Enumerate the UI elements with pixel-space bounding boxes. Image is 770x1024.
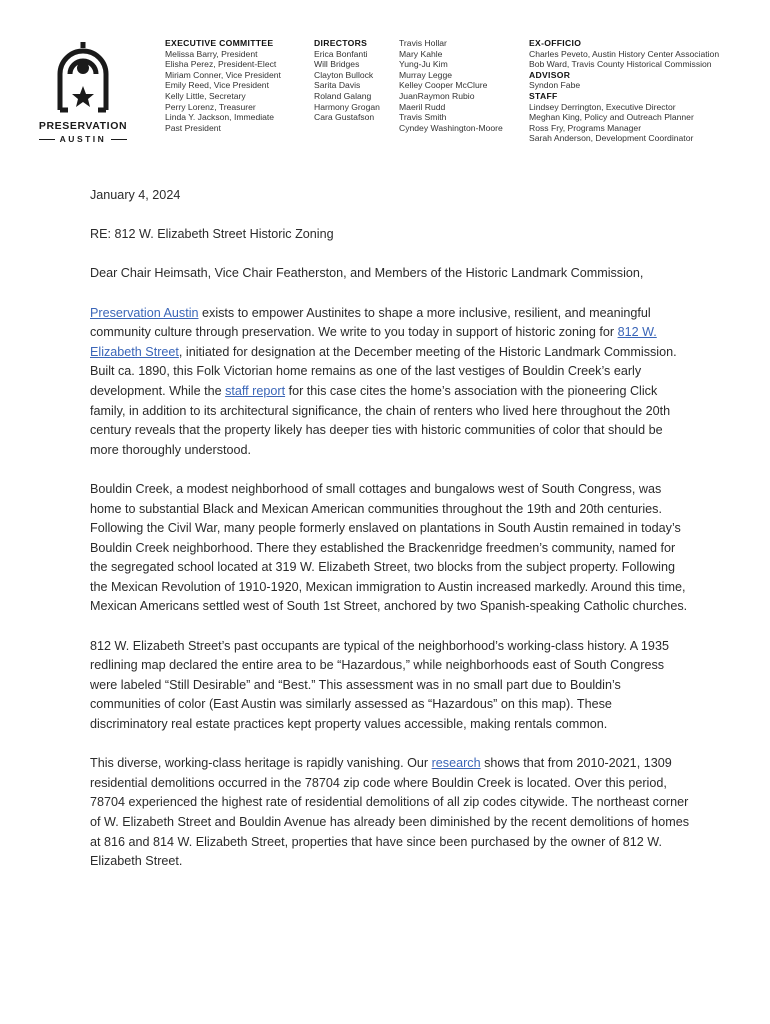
staff-member: Sarah Anderson, Development Coordinator xyxy=(529,133,694,144)
committee-member: Perry Lorenz, Treasurer xyxy=(165,101,256,112)
letter-salutation: Dear Chair Heimsath, Vice Chair Featherston, and Members of the Historic Landmark Commission, xyxy=(90,266,644,281)
letter-date: January 4, 2024 xyxy=(90,188,181,202)
staff-member: Ross Fry, Programs Manager xyxy=(529,122,642,133)
directors-column-2 xyxy=(399,38,503,133)
letter-body xyxy=(90,186,690,891)
paragraph-text: , initiated for designation at the December meeting of the Historic Landmark Commission. Built ca. 1890, this Folk Victorian home remains as one of the last vestiges of Bouldin Creek’s early development. While the xyxy=(90,344,677,398)
director: Yung-Ju Kim xyxy=(399,59,448,70)
paragraph-3: 812 W. Elizabeth Street’s past occupants are typical of the neighborhood’s working-class history. A 1935 redlining map declared the entire area to be “Hazardous,” while neighborhoods east of South Congress were labeled “Still Desirable” and “Best.” This assessment was in no small part due to Bouldin’s communities of color (East Austin was similarly assessed as “Hazardous” on this map). These discriminatory real estate practices kept property values accessible, making rentals common. xyxy=(90,638,669,732)
staff-member: Lindsey Derrington, Executive Director xyxy=(529,101,676,112)
directors-heading: DIRECTORS xyxy=(314,38,368,48)
ex-officio-heading: EX-OFFICIO xyxy=(529,38,582,48)
director: Cara Gustafson xyxy=(314,112,375,123)
director: Harmony Grogan xyxy=(314,101,380,112)
paragraph-1 xyxy=(90,304,690,461)
divider xyxy=(39,139,55,140)
director: Kelley Cooper McClure xyxy=(399,80,488,91)
committee-member: Emily Reed, Vice President xyxy=(165,80,269,91)
ex-officio-member: Bob Ward, Travis County Historical Commission xyxy=(529,59,712,70)
director: Clayton Bullock xyxy=(314,69,374,80)
committee-member: Miriam Conner, Vice President xyxy=(165,69,281,80)
logo-mark-icon xyxy=(50,38,116,114)
org-city: AUSTIN xyxy=(59,134,107,144)
committee-member: Melissa Barry, President xyxy=(165,48,258,59)
director: Maeril Rudd xyxy=(399,101,446,112)
ex-officio-member: Charles Peveto, Austin History Center Association xyxy=(529,48,720,59)
letterhead xyxy=(0,34,770,154)
paragraph-text: for this case cites the home’s association with the pioneering Click family, in addition to its architectural significance, the chain of renters who lived here throughout the 20th century reveals that the property likely has deeper ties with historic communities of color that should be more thoroughly understood. xyxy=(90,383,671,457)
director: Murray Legge xyxy=(399,69,453,80)
director: Cyndey Washington-Moore xyxy=(399,122,503,133)
org-name: PRESERVATION xyxy=(38,120,128,132)
org-subname xyxy=(28,134,138,144)
director: Mary Kahle xyxy=(399,48,443,59)
property-link[interactable]: 812 W. Elizabeth Street xyxy=(90,325,657,359)
director: Roland Galang xyxy=(314,90,372,101)
paragraph-4 xyxy=(90,754,690,872)
director: Travis Smith xyxy=(399,112,447,123)
research-link[interactable]: research xyxy=(431,756,481,771)
staff-member: Meghan King, Policy and Outreach Planner xyxy=(529,112,694,123)
paragraph-text: This diverse, working-class heritage is rapidly vanishing. Our xyxy=(90,756,432,771)
preservation-austin-link[interactable]: Preservation Austin xyxy=(90,305,199,320)
executive-committee-column xyxy=(165,38,281,133)
executive-committee-heading: EXECUTIVE COMMITTEE xyxy=(165,38,274,48)
committee-member: Elisha Perez, President-Elect xyxy=(165,59,277,70)
committee-member: Past President xyxy=(165,122,221,133)
paragraph-text: exists to empower Austinites to shape a more inclusive, resilient, and meaningful community culture through preservation. We write to you today in support of historic zoning for xyxy=(90,305,651,340)
director: Will Bridges xyxy=(314,59,360,70)
preservation-austin-logo xyxy=(28,38,138,144)
paragraph-2: Bouldin Creek, a modest neighborhood of small cottages and bungalows west of South Congress, was home to substantial Black and Mexican American communities throughout the 19th and 20th centuries. Following the Civil War, many people formerly enslaved on plantations in South Austin remained in today’s Bouldin Creek neighborhood. There they established the Brackenridge freedmen’s community, named for the segregated school located at 319 W. Elizabeth Street, two blocks from the subject property. Following the Mexican Revolution of 1910-1920, Mexican immigration to Austin increased markedly. Around this time, Mexican Americans settled west of South 1st Street, anchored by two Spanish-speaking Catholic churches. xyxy=(90,481,688,614)
divider xyxy=(111,139,127,140)
committee-member: Linda Y. Jackson, Immediate xyxy=(165,112,275,123)
director: Travis Hollar xyxy=(399,38,447,48)
director: Sarita Davis xyxy=(314,80,361,91)
advisor-member: Syndon Fabe xyxy=(529,80,581,91)
staff-heading: STAFF xyxy=(529,90,558,101)
staff-report-link[interactable]: staff report xyxy=(225,383,286,398)
letter-subject: RE: 812 W. Elizabeth Street Historic Zoning xyxy=(90,227,334,242)
directors-column xyxy=(314,38,380,123)
director: JuanRaymon Rubio xyxy=(399,90,475,101)
ex-officio-column xyxy=(529,38,719,144)
director: Erica Bonfanti xyxy=(314,48,368,59)
committee-member: Kelly Little, Secretary xyxy=(165,90,246,101)
paragraph-text: shows that from 2010-2021, 1309 residential demolitions occurred in the 78704 zip code where Bouldin Creek is located. Over this period, 78704 experienced the highest rate of residential demolitions of all zip codes citywide. The northeast corner of W. Elizabeth Street and Bouldin Avenue has already been diminished by the recent demolitions of homes at 816 and 814 W. Elizabeth Street, properties that have since been purchased by the owner of 812 W. Elizabeth Street. xyxy=(90,756,690,869)
advisor-heading: ADVISOR xyxy=(529,69,571,80)
